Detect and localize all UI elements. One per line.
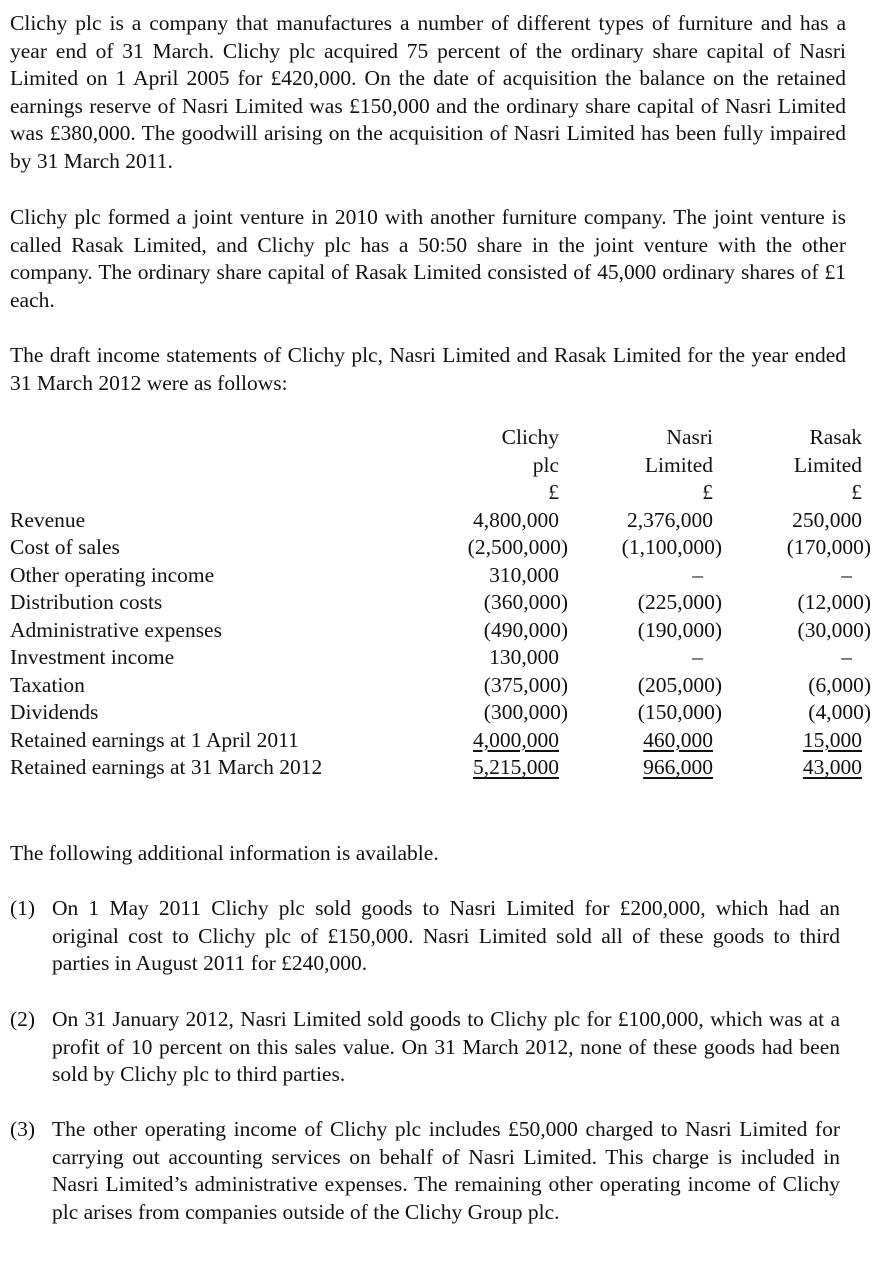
cell-clichy: (490,000) xyxy=(483,617,568,642)
cell-rasak: (4,000) xyxy=(808,700,871,724)
cell-clichy: 5,215,000 xyxy=(473,755,559,779)
row-label: Investment income xyxy=(10,645,175,669)
item-number: (3) xyxy=(10,1117,36,1141)
intro-paragraph-acquisition: Clichy plc is a company that manufactures a number of different types of furniture and has a year end of 31 March. Clichy plc acquired 75 percent of the ordinary share capital of Nasri Limited on 1 April 2005 for £420,000. On the date of acquisition the balance on the retained earnings reserve of Nasri Limited was £150,000 and the ordinary share capital of Nasri Limited was £380,000. The goodwill arising on the acquisition of Nasri Limited has been fully impaired by 31 March 2011. xyxy=(10,11,846,173)
intro-paragraph-income-statements: The draft income statements of Clichy plc, Nasri Limited and Rasak Limited for the year ended 31 March 2012 were as follows: xyxy=(10,343,846,395)
table-row xyxy=(10,699,871,727)
cell-clichy: 4,000,000 xyxy=(473,727,559,752)
cell-nasri: 966,000 xyxy=(643,755,713,779)
cell-clichy: 4,800,000 xyxy=(473,507,559,532)
column-unit-nasri: £ xyxy=(702,480,713,504)
cell-clichy: (300,000) xyxy=(483,700,568,724)
cell-clichy: (360,000) xyxy=(483,590,568,614)
column-unit-clichy: £ xyxy=(548,480,559,504)
cell-nasri: (190,000) xyxy=(637,617,722,642)
cell-rasak: (12,000) xyxy=(797,590,871,614)
cell-rasak: 250,000 xyxy=(792,507,862,532)
table-row xyxy=(10,534,871,562)
cell-nasri: 2,376,000 xyxy=(627,507,713,532)
item-text: The other operating income of Clichy plc includes £50,000 charged to Nasri Limited for carrying out accounting services on behalf of Nasri Limited. This charge is included in Nasri Limited’s administrative expenses. The remaining other operating income of Clichy plc arises from companies outside of the Clichy Group plc. xyxy=(52,1117,840,1224)
cell-nasri: (225,000) xyxy=(637,590,722,614)
cell-clichy: (375,000) xyxy=(483,672,568,697)
cell-clichy: (2,500,000) xyxy=(467,535,568,559)
income-statements-table xyxy=(10,424,871,782)
cell-nasri: – xyxy=(692,562,703,587)
row-label: Retained earnings at 1 April 2011 xyxy=(10,727,299,752)
cell-rasak: 15,000 xyxy=(802,727,862,752)
intro-paragraph-joint-venture: Clichy plc formed a joint venture in 2010 with another furniture company. The joint venture is called Rasak Limited, and Clichy plc has a 50:50 share in the joint venture with the other company. The ordinary share capital of Rasak Limited consisted of 45,000 ordinary shares of £1 each. xyxy=(10,205,846,312)
table-row xyxy=(10,617,871,645)
column-unit-rasak: £ xyxy=(851,480,862,504)
row-label: Retained earnings at 31 March 2012 xyxy=(10,755,323,779)
column-header-rasak-line1: Rasak xyxy=(809,425,862,449)
cell-clichy: 310,000 xyxy=(489,562,559,587)
row-label: Cost of sales xyxy=(10,535,120,559)
additional-info-item-3 xyxy=(10,1116,840,1226)
column-header-nasri-line1: Nasri xyxy=(666,425,713,449)
item-number: (1) xyxy=(10,896,36,920)
table-row xyxy=(10,507,871,535)
column-header-row-1 xyxy=(10,424,871,452)
cell-nasri: (150,000) xyxy=(637,700,722,724)
cell-rasak: – xyxy=(841,562,852,587)
cell-rasak: 43,000 xyxy=(802,755,862,779)
table-row xyxy=(10,672,871,700)
column-header-rasak-line2: Limited xyxy=(793,452,862,477)
cell-rasak: – xyxy=(841,645,852,669)
cell-clichy: 130,000 xyxy=(489,645,559,669)
column-header-clichy-line2: plc xyxy=(532,452,559,477)
cell-nasri: (1,100,000) xyxy=(621,535,722,559)
additional-info-heading: The following additional information is available. xyxy=(10,841,439,865)
row-label: Other operating income xyxy=(10,562,215,587)
table-row xyxy=(10,562,871,590)
additional-info-item-1 xyxy=(10,895,840,978)
cell-rasak: (30,000) xyxy=(797,617,871,642)
cell-rasak: (6,000) xyxy=(808,672,871,697)
column-header-nasri-line2: Limited xyxy=(644,452,713,477)
column-header-row-2 xyxy=(10,452,871,480)
table-row xyxy=(10,727,871,755)
table-row xyxy=(10,589,871,617)
cell-nasri: – xyxy=(692,645,703,669)
row-label: Taxation xyxy=(10,672,85,697)
row-label: Revenue xyxy=(10,507,86,532)
item-text: On 31 January 2012, Nasri Limited sold goods to Clichy plc for £100,000, which was at a profit of 10 percent on this sales value. On 31 March 2012, none of these goods had been sold by Clichy plc to third parties. xyxy=(52,1007,840,1086)
cell-nasri: 460,000 xyxy=(643,727,713,752)
column-unit-row xyxy=(10,479,871,507)
item-number: (2) xyxy=(10,1007,36,1031)
cell-nasri: (205,000) xyxy=(637,672,722,697)
row-label: Dividends xyxy=(10,700,99,724)
row-label: Administrative expenses xyxy=(10,617,222,642)
table-row xyxy=(10,644,871,672)
additional-info-item-2 xyxy=(10,1006,840,1089)
item-text: On 1 May 2011 Clichy plc sold goods to Nasri Limited for £200,000, which had an original cost to Clichy plc of £150,000. Nasri Limited sold all of these goods to third parties in August 2011 for £240,000. xyxy=(52,896,840,975)
row-label: Distribution costs xyxy=(10,590,163,614)
cell-rasak: (170,000) xyxy=(786,535,871,559)
column-header-clichy-line1: Clichy xyxy=(501,425,559,449)
table-row xyxy=(10,754,871,782)
